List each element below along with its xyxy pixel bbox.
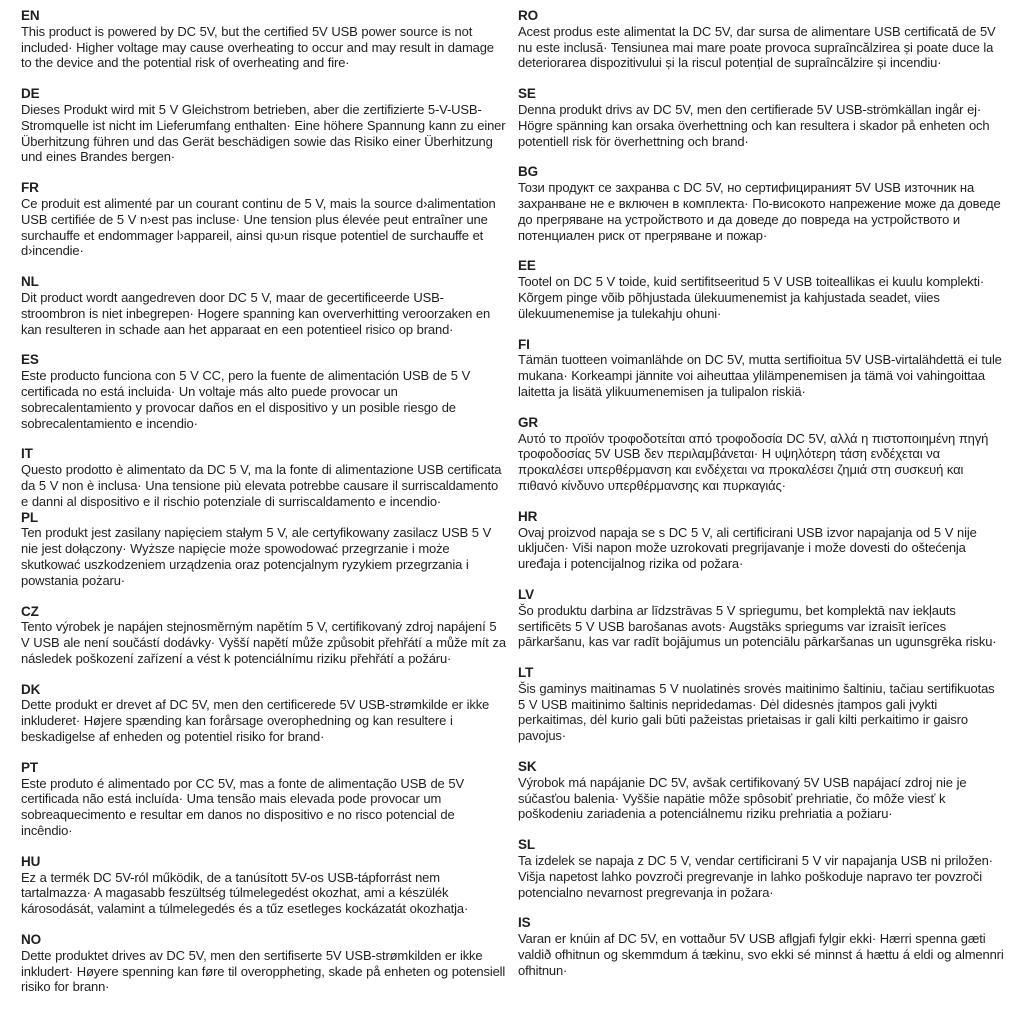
warning-text: Este produto é alimentado por CC 5V, mas a fonte de alimentação USB de 5V certificada não está incluída· Uma tensão mais elevada pode provocar um sobreaquecimento e resultar em danos no dispositivo e no risco potencial de incêndio· <box>21 775 464 839</box>
language-code-label: ES <box>21 352 39 368</box>
language-section-ro <box>518 8 1005 71</box>
language-section-lv <box>518 587 1005 650</box>
language-code-label: NO <box>21 932 42 948</box>
language-section-gr <box>518 415 1005 494</box>
language-section-hu <box>21 854 508 917</box>
language-code-label: HU <box>21 853 41 869</box>
warning-text: Dette produktet drives av DC 5V, men den sertifiserte 5V USB-strømkilden er ikke inkludert· Høyere spenning kan føre til overoppheting, skade på enheten og potensiell risiko for brann· <box>21 947 506 995</box>
language-section-dk <box>21 682 508 745</box>
language-section-it <box>21 446 508 509</box>
language-code-label: GR <box>518 414 539 430</box>
language-code-label: CZ <box>21 603 39 619</box>
warning-text: Šis gaminys maitinamas 5 V nuolatinės srovės maitinimo šaltiniu, tačiau sertifikuotas 5 V USB maitinimo šaltinis nepridedamas· Dėl didesnės įtampos gali įvykti perkaitimas, dėl kurio gali būti pažeistas prietaisas ir gali kilti perkaitimo ir gaisro pavojus· <box>518 680 995 744</box>
warning-text: Varan er knúin af DC 5V, en vottaður 5V USB aflgjafi fylgir ekki· Hærri spenna gæti valdið ofhitnun og skemmdum á tækinu, svo ekki sé minnst á hættu á eldi og almennri ofhitnun· <box>518 931 1004 978</box>
language-code-label: DE <box>21 86 40 102</box>
language-section-ee <box>518 258 1005 321</box>
language-code-label: SL <box>518 837 536 853</box>
language-code-label: EE <box>518 258 536 274</box>
language-code-label: EN <box>21 8 40 23</box>
language-section-sl <box>518 837 1005 900</box>
language-code-label: PL <box>21 509 39 525</box>
language-section-no <box>21 932 508 995</box>
language-code-label: PT <box>21 759 39 775</box>
language-section-is <box>518 915 1005 978</box>
warning-text: Dette produkt er drevet af DC 5V, men den certificerede 5V USB-strømkilde er ikke inkluderet· Højere spænding kan forårsage overophedning og kan resultere i beskadigelse af enheden og potentiel risiko for brand· <box>21 697 490 745</box>
warning-text: Ta izdelek se napaja z DC 5 V, vendar certificirani 5 V vir napajanja USB ni priložen· Višja napetost lahko povzroči pregrevanje in lahko poškoduje napravo ter povzroči potencialno nevarnost pregrevanja in požara· <box>518 853 993 900</box>
language-code-label: IT <box>21 446 33 462</box>
warning-text: Tämän tuotteen voimanlähde on DC 5V, mutta sertifioitua 5V USB-virtalähdettä ei tule mukana· Korkeampi jännite voi aiheuttaa ylilämpenemisen ja tämä voi vahingoittaa laitetta ja lisätä ylikuumenemisen ja tulipalon riskiä· <box>518 352 1002 399</box>
language-section-se <box>518 86 1005 149</box>
language-code-label: DK <box>21 681 41 697</box>
language-section-nl <box>21 274 508 337</box>
language-section-hr <box>518 509 1005 572</box>
warning-text: Tento výrobek je napájen stejnosměrným napětím 5 V, certifikovaný zdroj napájení 5 V USB ale není součástí dodávky· Vyšší napětí může způsobit přehřátí a může mít za následek poškození zařízení a vést k potenciálnímu riziku přehřátí a požáru· <box>21 619 506 666</box>
language-code-label: BG <box>518 164 539 180</box>
warning-text: Výrobok má napájanie DC 5V, avšak certifikovaný 5V USB napájací zdroj nie je súčasťou balenia· Vyššie napätie môže spôsobiť prehriatie, čo môže viesť k poškodeniu zariadenia a potenciálnemu riziku prehriatia a požiaru· <box>518 774 967 822</box>
language-section-cz <box>21 604 508 667</box>
warning-text: Denna produkt drivs av DC 5V, men den certifierade 5V USB-strömkällan ingår ej· Högre spänning kan orsaka överhettning och kan resultera i skador på enheten och potentiell risk för överhettning och brand· <box>518 101 990 149</box>
warning-text: Questo prodotto è alimentato da DC 5 V, ma la fonte di alimentazione USB certificata da 5 V non è inclusa· Una tensione più elevata potrebbe causare il surriscaldamento e danni al dispositivo e il rischio potenziale di surriscaldamento e incendio· <box>21 462 502 509</box>
warning-text: This product is powered by DC 5V, but the certified 5V USB power source is not included· Higher voltage may cause overheating to occur and may result in damage to the device and the potential risk of overheating and fire· <box>21 23 494 71</box>
language-code-label: RO <box>518 8 539 23</box>
language-section-fr <box>21 180 508 259</box>
language-section-bg <box>518 164 1005 243</box>
warning-text: Αυτό το προϊόν τροφοδοτείται από τροφοδοσία DC 5V, αλλά η πιστοποιημένη πηγή τροφοδοσίας 5V USB δεν περιλαμβάνεται· Η υψηλότερη τάση ενδέχεται να προκαλέσει υπερθέρμανση και ενδέχεται να προκαλέσει ζημιά στη συσκευή και πιθανό κίνδυνο υπερθέρμανσης και πυρκαγιάς· <box>518 430 989 493</box>
column-right <box>518 8 1005 1010</box>
language-section-fi <box>518 337 1005 400</box>
language-code-label: NL <box>21 274 39 290</box>
language-code-label: SK <box>518 759 537 775</box>
language-section-pt <box>21 760 508 839</box>
warning-text: Acest produs este alimentat la DC 5V, dar sursa de alimentare USB certificată de 5V nu este inclusă· Tensiunea mai mare poate provoca supraîncălzirea și poate duce la deteriorarea dispozitivului și la riscul potențial de supraîncălzire și incendiu· <box>518 23 996 71</box>
language-section-pl <box>21 510 508 589</box>
warning-text: Šo produktu darbina ar līdzstrāvas 5 V spriegumu, bet komplektā nav iekļauts sertificēts 5 V USB barošanas avots· Augstāks spriegums var izraisīt ierīces pārkaršanu, kas var radīt bojājumus un potenciālu pārkaršanas un ugunsgrēka risku· <box>518 602 997 650</box>
language-code-label: LV <box>518 586 535 602</box>
language-section-sk <box>518 759 1005 822</box>
warning-text: Този продукт се захранва с DC 5V, но сертифицираният 5V USB източник на захранване не е включен в комплекта· По-високото напрежение може да доведе до прегряване на устройството и да доведе до повреда на устройството и потенциален риск от прегряване и пожар· <box>518 180 1001 243</box>
warning-text: Tootel on DC 5 V toide, kuid sertifitseeritud 5 V USB toiteallikas ei kuulu komplekti· Kõrgem pinge võib põhjustada ülekuumenemist ja kahjustada seadet, viies ülekuumenemise ja tulekahju ohuni· <box>518 274 985 321</box>
language-code-label: IS <box>518 915 531 931</box>
language-section-de <box>21 86 508 165</box>
language-code-label: LT <box>518 665 534 681</box>
warning-text: Ten produkt jest zasilany napięciem stałym 5 V, ale certyfikowany zasilacz USB 5 V nie jest dołączony· Wyższe napięcie może spowodować przegrzanie i może skutkować uszkodzeniem urządzenia oraz potencjalnym ryzykiem przegrzania i powstania pożaru· <box>21 525 492 588</box>
language-code-label: FI <box>518 336 530 352</box>
column-left <box>21 8 508 1010</box>
language-code-label: HR <box>518 508 538 524</box>
language-section-lt <box>518 665 1005 744</box>
warning-text: Este producto funciona con 5 V CC, pero la fuente de alimentación USB de 5 V certificada no está incluida· Un voltaje más alto puede provocar un sobrecalentamiento y provocar daños en el dispositivo y un posible riesgo de sobrecalentamiento e incendio· <box>21 368 471 431</box>
language-section-en <box>21 8 508 71</box>
warning-text: Dieses Produkt wird mit 5 V Gleichstrom betrieben, aber die zertifizierte 5-V-USB-Stromquelle ist nicht im Lieferumfang enthalten· Eine höhere Spannung kann zu einer Überhitzung führen und das Gerät beschädigen sowie das Risiko einer Überhitzung und eines Brandes bergen· <box>21 101 506 165</box>
language-code-label: FR <box>21 180 39 196</box>
warning-text: Dit product wordt aangedreven door DC 5 V, maar de gecertificeerde USB-stroombron is niet inbegrepen· Hogere spanning kan oververhitting veroorzaken en kan resulteren in schade aan het apparaat en een potentieel risico op brand· <box>21 289 491 337</box>
language-section-es <box>21 352 508 431</box>
warning-text: Ce produit est alimenté par un courant continu de 5 V, mais la source d›alimentation USB certifiée de 5 V n›est pas incluse· Une tension plus élevée peut entraîner une surchauffe et endommager l›appareil, ainsi qu›un risque potentiel de surchauffe et d›incendie· <box>21 195 496 259</box>
warning-text: Ez a termék DC 5V-ról működik, de a tanúsított 5V-os USB-tápforrást nem tartalmazza· A magasabb feszültség túlmelegedést okozhat, ami a készülék károsodását, valamint a túlmelegedés és a tűz esetleges kockázatát okozhatja· <box>21 869 469 917</box>
warning-text: Ovaj proizvod napaja se s DC 5 V, ali certificirani USB izvor napajanja od 5 V nije uključen· Viši napon može uzrokovati pregrijavanje i može dovesti do oštećenja uređaja i potencijalnog rizika od požara· <box>518 524 977 572</box>
language-code-label: SE <box>518 86 536 102</box>
